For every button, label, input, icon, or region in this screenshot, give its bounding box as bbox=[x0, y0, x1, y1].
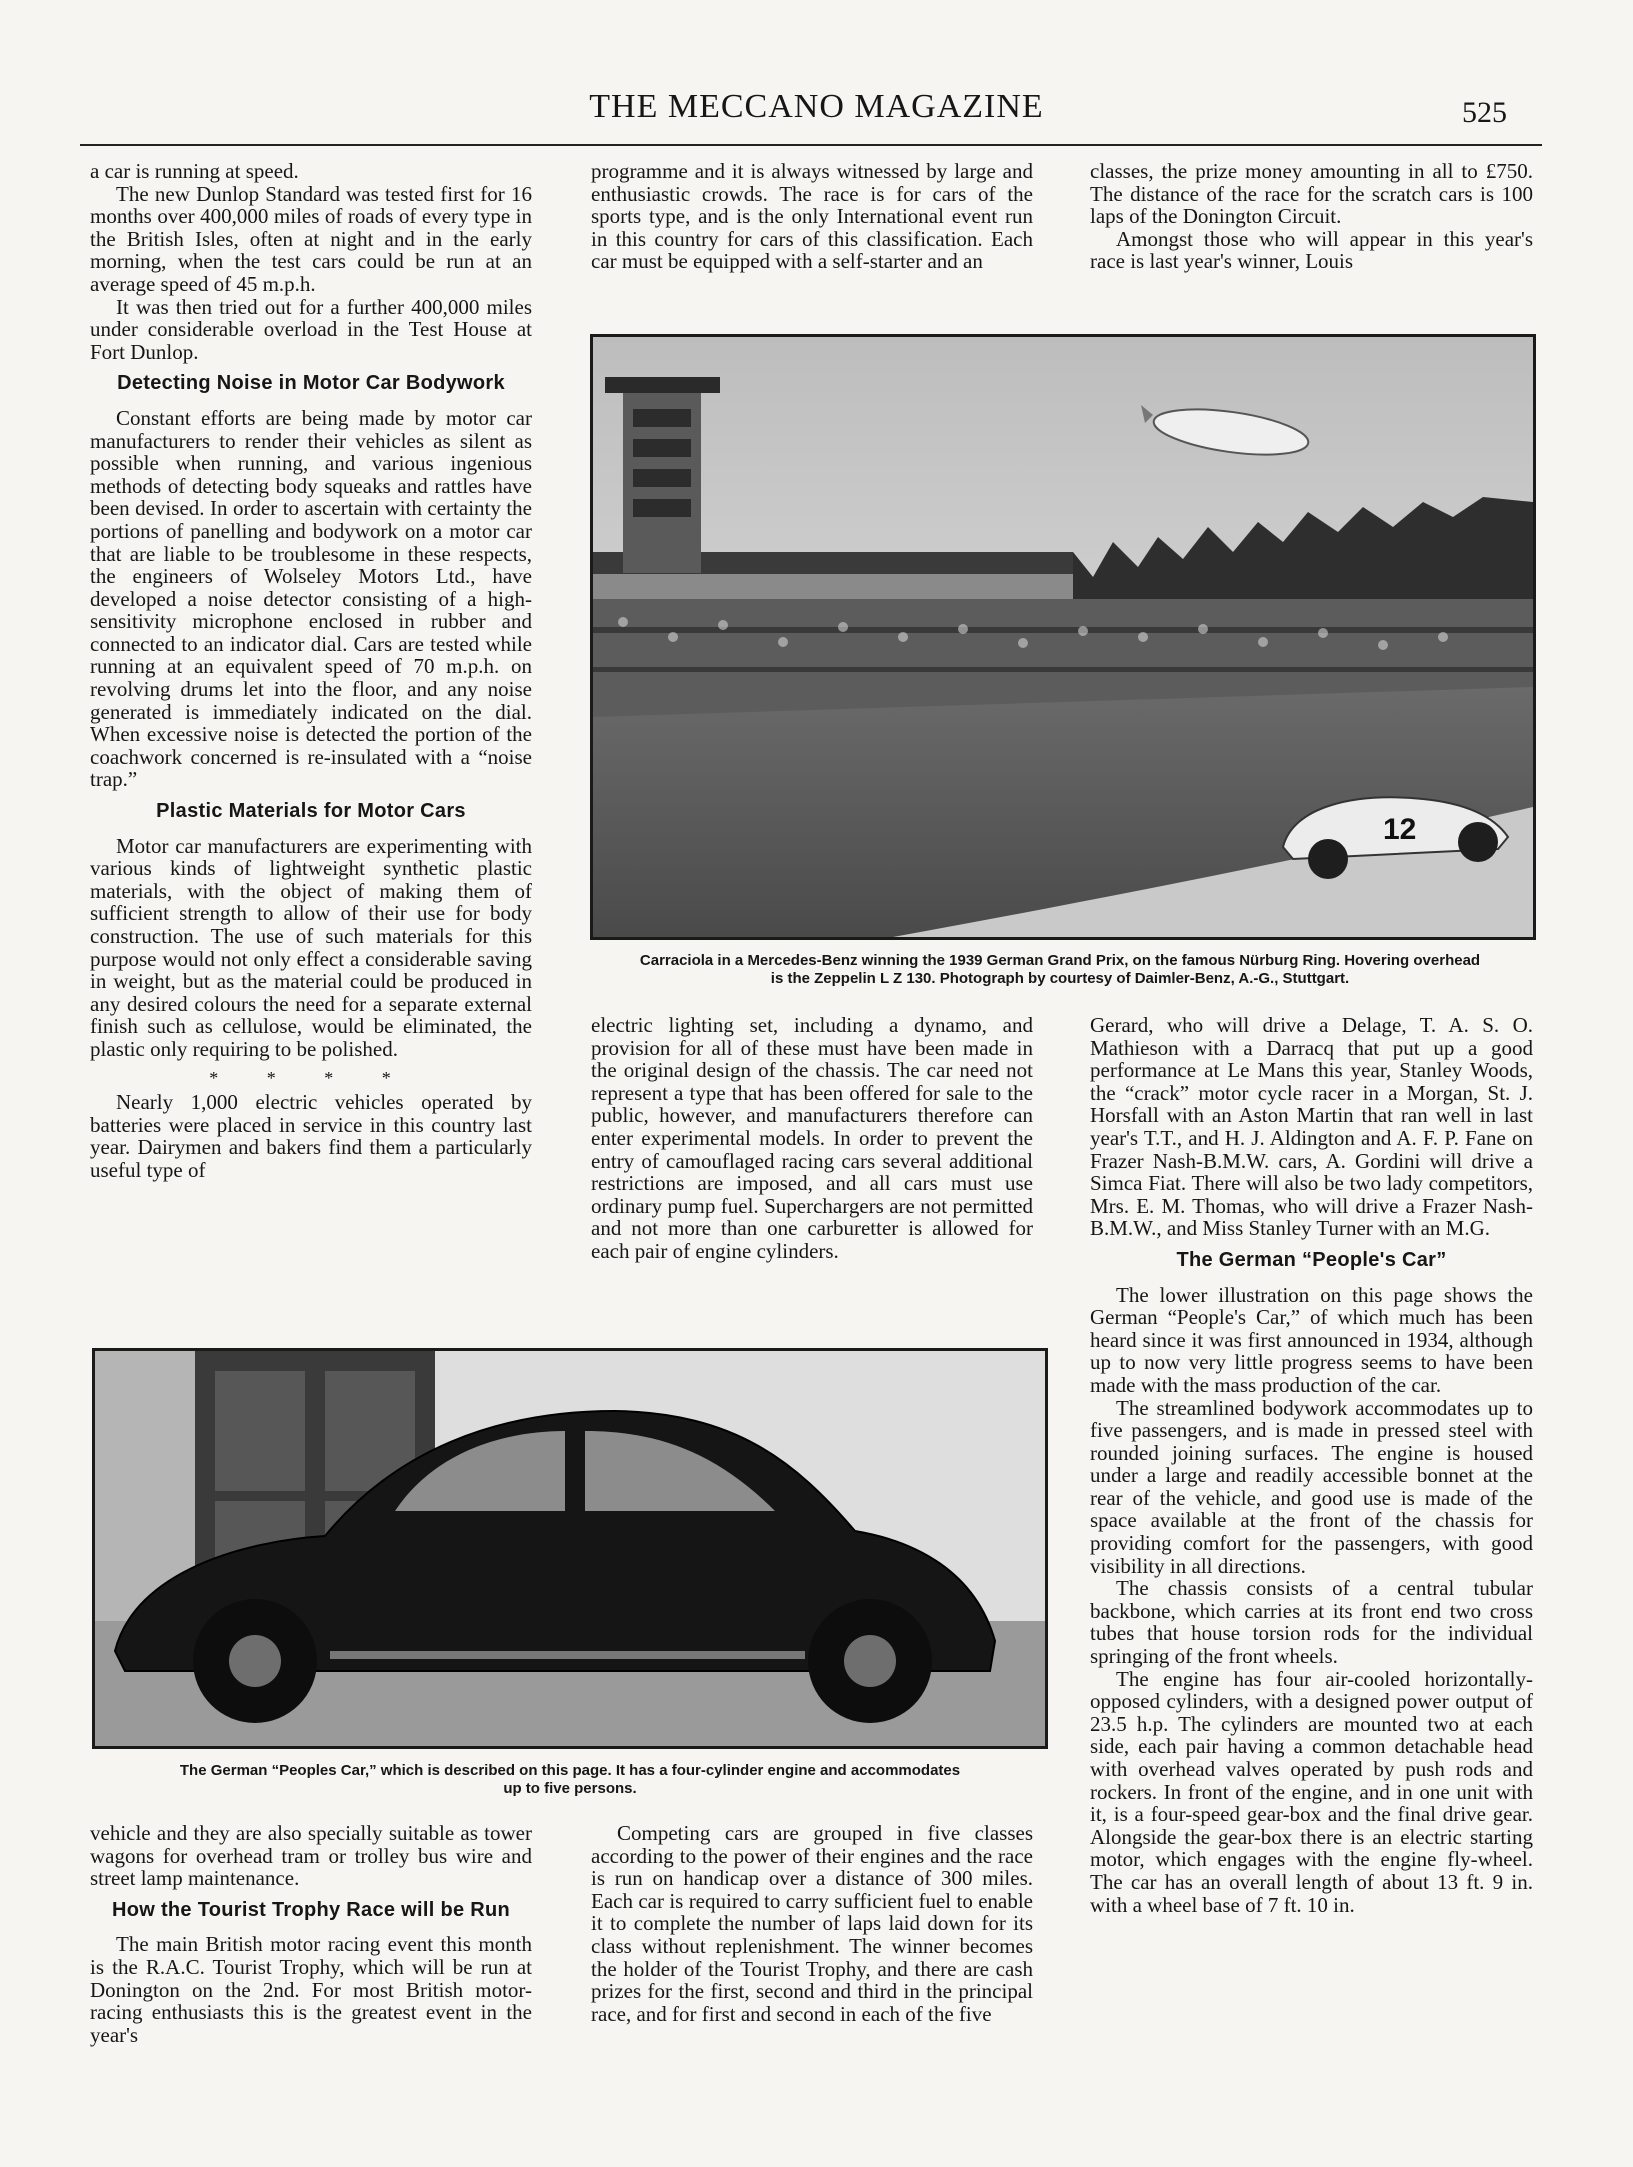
paragraph: The new Dunlop Standard was tested first for 16 months over 400,000 miles of roads of every type in the British Isles, often at night and in the early morning, when the test cars could be run at an average speed of 45 m.p.h. bbox=[90, 181, 532, 296]
paragraph: electric lighting set, including a dynamo, and provision for all of these must have been made in the original design of the chassis. The car need not represent a type that has been offered for sale to the public, however, and manufacturers therefore can enter experimental models. In order to prevent the entry of camouflaged racing cars several additional restrictions are imposed, and all cars must use ordinary pump fuel. Superchargers are not permitted and not more than one carburetter is allowed for each pair of engine cylinders. bbox=[591, 1013, 1033, 1263]
paragraph: The streamlined bodywork accommodates up to five passengers, and is made in pressed steel with rounded joining surfaces. The engine is housed under a large and readily accessible bonnet at the rear of the vehicle, and good use is made of the space available at the front of the chassis for providing comfort for the passengers, with good visibility in all directions. bbox=[1090, 1395, 1533, 1578]
paragraph: Amongst those who will appear in this year's race is last year's winner, Louis bbox=[1090, 226, 1533, 274]
paragraph: programme and it is always witnessed by large and enthusiastic crowds. The race is for cars of the sports type, and is the only International event run in this country for cars of this classification. Each car must be equipped with a self-starter and an bbox=[591, 159, 1033, 274]
section-heading-plastic: Plastic Materials for Motor Cars bbox=[156, 800, 466, 823]
peoples-car-photo-illustration bbox=[95, 1351, 1045, 1746]
paragraph: The lower illustration on this page shows the German “People's Car,” of which much has been heard since it was first announced in 1934, although up to now very little progress seems to have been made with the mass production of the car. bbox=[1090, 1282, 1533, 1397]
section-heading-noise: Detecting Noise in Motor Car Bodywork bbox=[117, 372, 505, 395]
photo-grand-prix bbox=[590, 334, 1536, 940]
column-3-top bbox=[1090, 160, 1533, 273]
column-1-top bbox=[90, 160, 532, 1182]
section-heading-peoples-car: The German “People's Car” bbox=[1176, 1248, 1447, 1271]
caption-line: The German “Peoples Car,” which is described on this page. It has a four-cylinder engine and accommodates bbox=[179, 1762, 961, 1779]
paragraph: Motor car manufacturers are experimenting with various kinds of lightweight synthetic plastic materials, with the object of making them of sufficient strength to allow of their use for body construction. The use of such materials for this purpose would not only effect a considerable saving in weight, but as the material could be produced in any desired colours the need for a separate external finish such as cellulose, would be eliminated, the plastic only requiring to be polished. bbox=[90, 833, 532, 1061]
paragraph: a car is running at speed. bbox=[90, 159, 299, 183]
column-3-middle bbox=[1090, 1014, 1533, 1916]
column-1-bottom bbox=[90, 1822, 532, 2046]
header-rule bbox=[80, 144, 1542, 146]
race-car-number: 12 bbox=[1383, 813, 1417, 846]
grand-prix-photo-illustration bbox=[593, 337, 1533, 937]
paragraph: The engine has four air-cooled horizontally-opposed cylinders, with a designed power output of 23.5 h.p. The cylinders are mounted two at each side, each pair having a common detachable head with overhead valves operated by push rods and rockers. In front of the engine, and in one unit with it, is a four-speed gear-box and the final drive gear. Alongside the gear-box there is an electric starting motor, which engages with the engine fly-wheel. The car has an overall length of about 13 ft. 9 in. with a wheel base of 7 ft. 10 in. bbox=[1090, 1666, 1533, 1917]
magazine-title: THE MECCANO MAGAZINE bbox=[589, 88, 1044, 125]
section-divider-stars: * * * * bbox=[209, 1067, 413, 1088]
column-2-middle bbox=[591, 1014, 1033, 1263]
paragraph: Nearly 1,000 electric vehicles operated by batteries were placed in service in this country last year. Dairymen and bakers find them a particularly useful type of bbox=[90, 1090, 532, 1182]
paragraph: Gerard, who will drive a Delage, T. A. S. O. Mathieson with a Darracq that put up a good performance at Le Mans this year, Stanley Woods, the “crack” motor cycle racer in a Morgan, St. J. Horsfall with an Aston Martin that ran well in last year's T.T., and H. J. Aldington and A. F. P. Fane on Frazer Nash-B.M.W. cars, A. Gordini will drive a Simca Fiat. There will also be two lady competitors, Mrs. E. M. Thomas, who will drive a Frazer Nash-B.M.W., and Miss Stanley Turner with an M.G. bbox=[1090, 1013, 1533, 1241]
paragraph: classes, the prize money amounting in all to £750. The distance of the race for the scratch cars is 100 laps of the Donington Circuit. bbox=[1090, 159, 1533, 229]
paragraph: Competing cars are grouped in five classes according to the power of their engines and the race is run on handicap over a distance of 300 miles. Each car is required to carry sufficient fuel to enable it to complete the number of laps laid down for its class without replenishment. The winner becomes the holder of the Tourist Trophy, and there are cash prizes for the first, second and third in the principal race, and for first and second in each of the five bbox=[591, 1821, 1033, 2026]
paragraph: vehicle and they are also specially suitable as tower wagons for overhead tram or trolley bus wire and street lamp maintenance. bbox=[90, 1821, 532, 1891]
section-heading-tourist-trophy: How the Tourist Trophy Race will be Run bbox=[111, 1898, 511, 1921]
column-2-top bbox=[591, 160, 1033, 273]
page-number: 525 bbox=[1462, 96, 1507, 129]
paragraph: It was then tried out for a further 400,000 miles under considerable overload in the Test House at Fort Dunlop. bbox=[90, 294, 532, 364]
caption-line: is the Zeppelin L Z 130. Photograph by courtesy of Daimler-Benz, A.-G., Stuttgart. bbox=[770, 970, 1350, 987]
paragraph: Constant efforts are being made by motor car manufacturers to render their vehicles as silent as possible when running, and various ingenious methods of detecting body squeaks and rattles have been devised. In order to ascertain with certainty the portions of panelling and bodywork on a motor car that are liable to be troublesome in these respects, the engineers of Wolseley Motors Ltd., have developed a noise detector consisting of a high-sensitivity microphone enclosed in rubber and connected to an indicator dial. Cars are tested while running at an equivalent speed of 70 m.p.h. on revolving drums let into the floor, and any noise generated is immediately indicated on the dial. When excessive noise is detected the portion of the coachwork concerned is re-insulated with a “noise trap.” bbox=[90, 405, 532, 792]
paragraph: The chassis consists of a central tubular backbone, which carries at its front end two cross tubes that house torsion rods for the individual springing of the front wheels. bbox=[1090, 1576, 1533, 1669]
column-2-bottom bbox=[591, 1822, 1033, 2025]
caption-line: up to five persons. bbox=[503, 1780, 637, 1797]
photo-grand-prix-caption bbox=[560, 952, 1560, 988]
photo-peoples-car-caption bbox=[70, 1762, 1070, 1798]
paragraph: The main British motor racing event this month is the R.A.C. Tourist Trophy, which will be run at Donington on the 2nd. For most British motor-racing enthusiasts this is the greatest event in the year's bbox=[90, 1932, 532, 2047]
photo-peoples-car bbox=[92, 1348, 1048, 1749]
caption-line: Carraciola in a Mercedes-Benz winning the 1939 German Grand Prix, on the famous Nürburg Ring. Hovering overhead bbox=[639, 952, 1481, 969]
